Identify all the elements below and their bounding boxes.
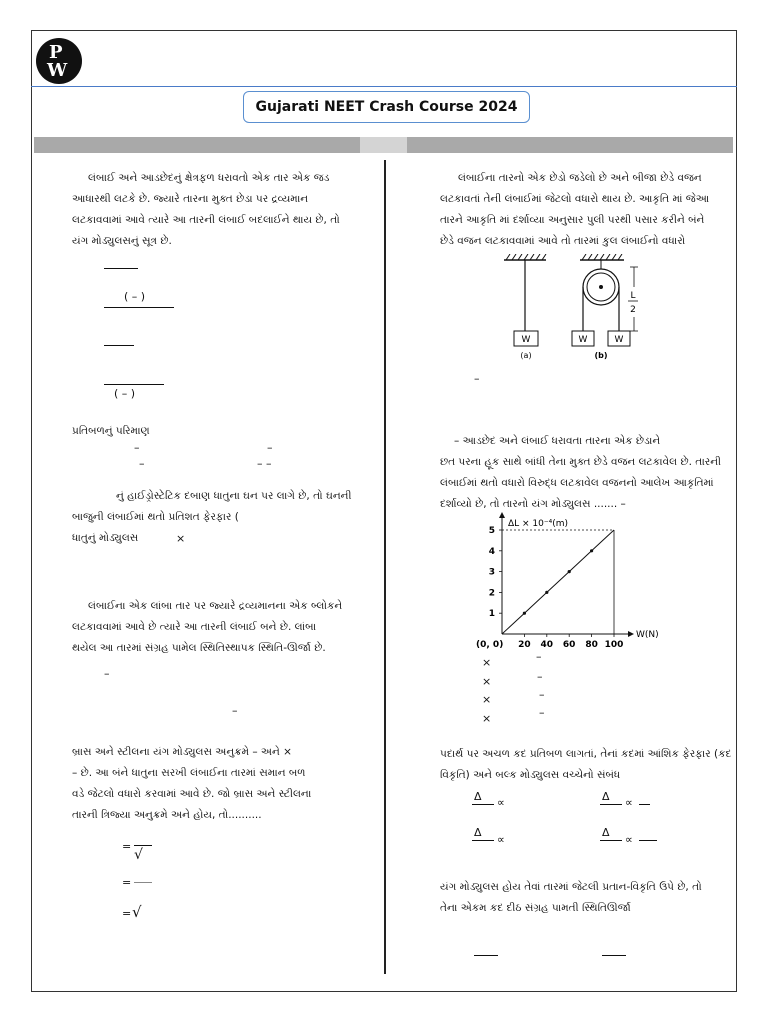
fig-b-weight-left-label: W [578, 335, 588, 345]
q2-option-d: – – [257, 457, 272, 470]
x-tick-label: 40 [540, 640, 554, 650]
q1-line-1: લંબાઈ અને આડછેદનું ક્ષેત્રફળ ધરાવતો એક તાર એક જડ [88, 172, 330, 184]
chart-marks [502, 530, 614, 634]
q3-times-sign: × [176, 532, 186, 545]
q8-option-b-rhs-bar [639, 804, 650, 805]
grey-bar-left [34, 137, 360, 153]
q4-option-dash-1: – [104, 667, 110, 680]
q5-option-b-eq: = [122, 876, 132, 889]
x-tick-label: 60 [562, 640, 576, 650]
q7-option-d-dash: – [539, 706, 545, 719]
q5-line-2: – છે. આ બંને ધાતુના સરખી લંબાઈના તારમાં સમાન બળ [72, 767, 306, 779]
q9-line-1: યંગ મોડ્યુલસ હોય તેવાં તારમાં જેટલી પ્રતાન-વિકૃતિ ઉપે છે, તો [440, 881, 702, 893]
q6-line-3: તારને આકૃતિ માં દર્શાવ્યા અનુસાર પુલી પરથી પસાર કરીને બંને [440, 214, 705, 226]
chart-data-point [523, 612, 526, 615]
chart-origin-label: (0, 0) [476, 640, 504, 650]
q7-option-a-dash: – [536, 650, 542, 663]
q9-option-a-fraction-bar [474, 955, 498, 956]
q2-option-a: – [134, 441, 140, 454]
q7-option-b-dash: – [537, 670, 543, 683]
q8-option-b-prop: ∝ [625, 796, 633, 809]
q5-option-c-eq: = [122, 907, 132, 920]
q8-option-b-fraction-bar [600, 804, 622, 805]
q5-line-4: તારની ત્રિજ્યા અનુક્રમે અને હોય, તો.......... [72, 809, 262, 821]
chart-x-axis-arrow [628, 631, 634, 637]
y-tick-label: 3 [488, 567, 495, 578]
logo-letter-w: W [47, 60, 68, 81]
q8-option-a-prop: ∝ [497, 796, 505, 809]
page-title: Gujarati NEET Crash Course 2024 [243, 91, 530, 123]
chart-y-axis-arrow [499, 512, 505, 518]
fig-b-dimension-l: L [630, 291, 636, 301]
fig-b-weight-right-label: W [614, 335, 624, 345]
q6-line-4: છેડે વજન લટકાવવામાં આવે તો તારમાં કુલ લંબાઈનો વધારો [440, 235, 686, 247]
column-divider [384, 160, 386, 974]
q7-line-1: – આડછેદ અને લંબાઈ ધરાવતા તારના એક છેડાને [454, 435, 661, 447]
x-tick-label: 100 [604, 640, 624, 650]
chart-data-point [545, 591, 548, 594]
q7-option-c-times: × [482, 693, 492, 706]
fig-b-dimension-2: 2 [630, 305, 636, 315]
y-tick-label: 2 [488, 588, 495, 599]
q2-option-b: – [267, 441, 273, 454]
x-tick-label: 80 [585, 640, 598, 650]
q1-option-d-fraction-bar [104, 384, 164, 385]
q4-line-1: લંબાઈના એક લાંબા તાર પર જ્યારે દ્રવ્યમાનના એક બ્લોકને [88, 600, 343, 612]
q8-option-c-prop: ∝ [497, 833, 505, 846]
q5-line-1: બ્રાસ અને સ્ટીલના યંગ મોડ્યુલસ અનુક્રમે – અને × [72, 746, 292, 758]
q1-option-b-fraction-bar [104, 307, 174, 308]
q5-option-b-fraction-bar [134, 882, 152, 883]
q5-option-a-fraction-bar [134, 845, 152, 846]
q6-option-dash: – [474, 372, 480, 385]
chart-series-line [502, 530, 614, 634]
q3-line-2: બાજુની લંબાઈમાં થતો પ્રતિશત ફેરફાર ( [72, 511, 239, 523]
q8-option-d-prop: ∝ [625, 833, 633, 846]
q8-option-c-fraction-bar [472, 840, 494, 841]
q3-line-1: નું હાઈડ્રોસ્ટેટિક દબાણ ધાતુના ઘન પર લાગે છે, તો ઘનની [116, 490, 352, 502]
q4-option-dash-2: – [232, 704, 238, 717]
q5-line-3: વડે જેટલો વધારો કરવામાં આવે છે. જો બ્રાસ અને સ્ટીલના [72, 788, 312, 800]
chart-ticks [489, 526, 624, 650]
logo-letter-p: P [49, 42, 63, 63]
extension-vs-weight-chart [476, 512, 696, 654]
q1-option-a-fraction-bar [104, 268, 138, 269]
q5-option-c-sqrt: √ [132, 903, 142, 921]
q8-option-a-fraction-bar [472, 804, 494, 805]
q8-line-2: વિકૃતિ) અને બલ્ક મોડ્યુલસ વચ્ચેનો સંબંધ [440, 769, 621, 781]
q9-line-2: તેના એકમ કદ દીઠ સંગ્રહ પામતી સ્થિતિઊર્જા [440, 902, 631, 914]
chart-data-point [568, 570, 571, 573]
q6-wire-pulley-figure [490, 254, 660, 366]
q1-option-b: ( – ) [124, 290, 146, 303]
grey-bar-middle [360, 137, 407, 153]
q1-line-3: લટકાવવામાં આવે ત્યારે આ તારની લંબાઈ બદલાઈને થાય છે, તો [72, 214, 340, 226]
q8-option-d-rhs-bar [639, 840, 657, 841]
q7-option-d-times: × [482, 712, 492, 725]
chart-y-axis-label: ΔL × 10⁻⁴(m) [508, 519, 569, 529]
q7-line-4: દર્શાવ્યો છે, તો તારનો યંગ મોડ્યુલસ ....... – [440, 498, 626, 510]
q8-option-a-delta: Δ [474, 790, 482, 803]
q1-option-c-fraction-bar [104, 345, 134, 346]
y-tick-label: 1 [488, 609, 495, 620]
q5-option-a-eq: = [122, 840, 132, 853]
q8-option-c-delta: Δ [474, 826, 482, 839]
q4-line-3: થયેલ આ તારમાં સંગ્રહ પામેલ સ્થિતિસ્થાપક સ્થિતિ-ઊર્જા છે. [72, 642, 326, 654]
q9-option-b-fraction-bar [602, 955, 626, 956]
q5-option-a-sqrt: √ [134, 847, 143, 863]
q4-line-2: લટકાવવામાં આવે છે ત્યારે આ તારની લંબાઈ બને છે. લાંબા [72, 621, 317, 633]
y-tick-label: 4 [488, 546, 495, 557]
q1-line-4: યંગ મોડ્યુલસનું સૂત્ર છે. [72, 235, 172, 247]
pw-logo [36, 38, 82, 84]
q1-line-2: આધારથી લટકે છે. જ્યારે તારના મુક્ત છેડા પર દ્રવ્યમાન [72, 193, 309, 205]
header-divider [31, 86, 737, 87]
q3-line-3: ધાતુનું મોડ્યુલસ [72, 532, 139, 544]
q7-option-b-times: × [482, 675, 492, 688]
chart-data-point [590, 549, 593, 552]
q7-option-c-dash: – [539, 688, 545, 701]
q1-option-d: ( – ) [114, 387, 136, 400]
q2-title: પ્રતિબળનું પરિમાણ [72, 425, 150, 437]
q7-line-3: લંબાઈમાં થતો વધારો વિરુદ્ધ લટકાવેલ વજનનો આલેખ આકૃતિમાં [440, 477, 714, 489]
q8-option-d-delta: Δ [602, 826, 610, 839]
q8-option-b-delta: Δ [602, 790, 610, 803]
grey-bar-right [407, 137, 733, 153]
fig-a-caption: (a) [520, 351, 532, 360]
fig-a-weight-label: W [521, 335, 531, 345]
y-tick-label: 5 [488, 526, 495, 536]
q6-line-1: લંબાઈના તારનો એક છેડો જડેલો છે અને બીજા છેડે વજન [458, 172, 702, 184]
q8-option-d-fraction-bar [600, 840, 622, 841]
q8-line-1: પદાર્થ પર અચળ કદ પ્રતિબળ લાગતાં, તેનાં કદમાં આંશિક ફેરફાર (કદ [440, 748, 732, 760]
q7-line-2: છત પરના હૂક સાથે બાંધી તેના મુક્ત છેડે વજન લટકાવેલ છે. તારની [440, 456, 722, 468]
fig-b-caption: (b) [594, 351, 608, 360]
q6-line-2: લટકાવતાં તેની લંબાઈમાં જેટલો વધારો થાય છે. આકૃતિ માં જેઆ [440, 193, 710, 205]
q2-option-c: – [139, 457, 145, 470]
x-tick-label: 20 [518, 640, 531, 650]
chart-x-axis-label: W(N) [636, 630, 659, 640]
q7-option-a-times: × [482, 656, 492, 669]
